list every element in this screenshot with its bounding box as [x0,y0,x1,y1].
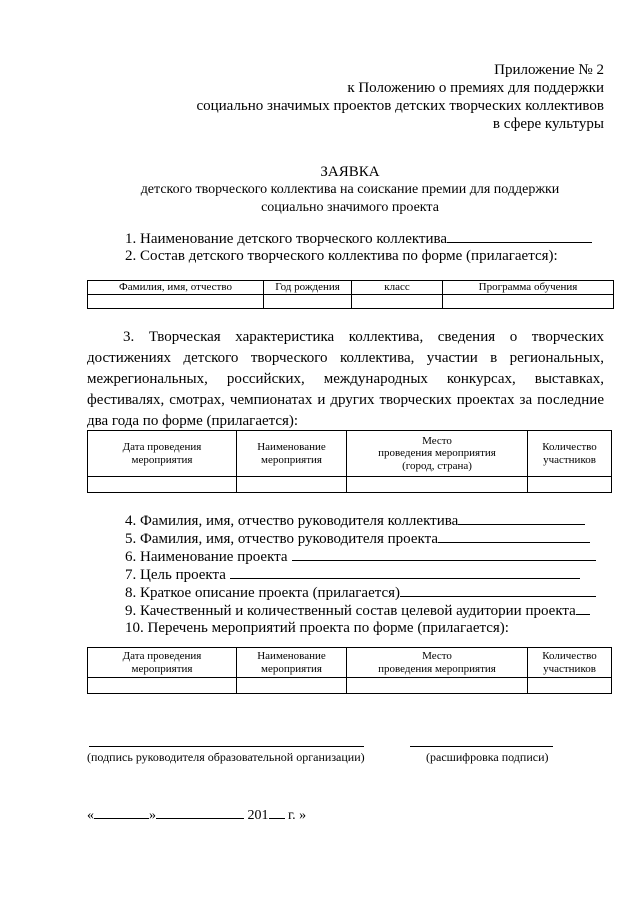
table-row [88,477,612,493]
table-cell [347,477,528,493]
document-title: ЗАЯВКА [320,164,380,180]
month-blank [156,806,244,819]
col-header-event-place: Место проведения мероприятия [347,648,528,678]
item-4-blank [458,512,585,525]
col-header-event-place: Место проведения мероприятия (город, страна) [347,431,528,477]
table-cell [88,295,264,309]
table-project-events [87,647,612,694]
date-close-quote: » [149,808,156,823]
item-6-blank [292,548,596,561]
col-header-class: класс [352,281,443,295]
appendix-sphere: в сфере культуры [492,116,604,132]
item-7-label: 7. Цель проекта [125,567,226,583]
table-creative-achievements [87,430,612,493]
table-cell [347,678,528,694]
item-3-paragraph [87,327,604,432]
table-cell [352,295,443,309]
document-subtitle-line2: социально значимого проекта [261,200,439,215]
col-header-event-name: Наименование мероприятия [237,648,347,678]
signature-line [89,746,364,747]
table-cell [528,477,612,493]
year-blank [269,806,285,819]
signature-caption: (подпись руководителя образовательной организации) [87,750,365,764]
table-cell [264,295,352,309]
table-cell [88,477,237,493]
item-4 [125,512,585,530]
col-header-program: Программа обучения [443,281,614,295]
item-7 [125,566,580,584]
item-3-text: 3. Творческая характеристика коллектива, сведения о творческих достижениях детского творческого коллектива, участии в региональных, межрегиональных, российских, международных конкурсах, выставках, фестивалях, смотрах, чемпионатах и других творческих проектах за последние два года по форме (прилагается): [87,329,604,429]
document-subtitle-line1: детского творческого коллектива на соискание премии для поддержки [140,182,560,197]
item-4-label: 4. Фамилия, имя, отчество руководителя коллектива [125,513,459,529]
item-1 [125,230,592,248]
table-row [88,295,614,309]
item-8 [125,584,596,602]
table-cell [443,295,614,309]
col-header-participants: Количество участников [528,431,612,477]
item-8-label: 8. Краткое описание проекта (прилагается) [125,585,401,601]
item-2: 2. Состав детского творческого коллектива по форме (прилагается): [125,248,558,264]
col-header-event-date: Дата проведения мероприятия [88,648,237,678]
item-10: 10. Перечень мероприятий проекта по форме (прилагается): [125,620,509,636]
col-header-fullname: Фамилия, имя, отчество [88,281,264,295]
year-suffix: г. » [284,808,307,823]
item-9-blank [576,602,590,615]
item-5 [125,530,590,548]
table-team-composition [87,280,614,309]
item-7-blank [230,566,580,579]
item-5-label: 5. Фамилия, имя, отчество руководителя проекта [125,531,438,547]
item-9 [125,602,590,620]
item-6-label: 6. Наименование проекта [125,549,288,565]
date-line [87,806,306,824]
appendix-reference: к Положению о премиях для поддержки [347,80,604,96]
table-cell [237,477,347,493]
col-header-participants: Количество участников [528,648,612,678]
day-blank [94,806,149,819]
item-9-label: 9. Качественный и количественный состав целевой аудитории проекта [125,603,576,619]
appendix-projects: социально значимых проектов детских творческих коллективов [196,98,604,114]
item-6 [125,548,596,566]
col-header-birth-year: Год рождения [264,281,352,295]
table-cell [237,678,347,694]
col-header-event-name: Наименование мероприятия [237,431,347,477]
item-1-blank [447,230,592,243]
item-5-blank [438,530,590,543]
appendix-number: Приложение № 2 [494,62,604,78]
table-cell [528,678,612,694]
col-header-event-date: Дата проведения мероприятия [88,431,237,477]
table-cell [88,678,237,694]
table-row [88,678,612,694]
year-prefix: 201 [247,808,269,823]
item-8-blank [400,584,596,597]
date-open-quote: « [87,808,94,823]
signature-decoding-line [410,746,553,747]
signature-decoding-caption: (расшифровка подписи) [426,750,549,764]
item-1-label: 1. Наименование детского творческого коллектива [125,231,448,247]
